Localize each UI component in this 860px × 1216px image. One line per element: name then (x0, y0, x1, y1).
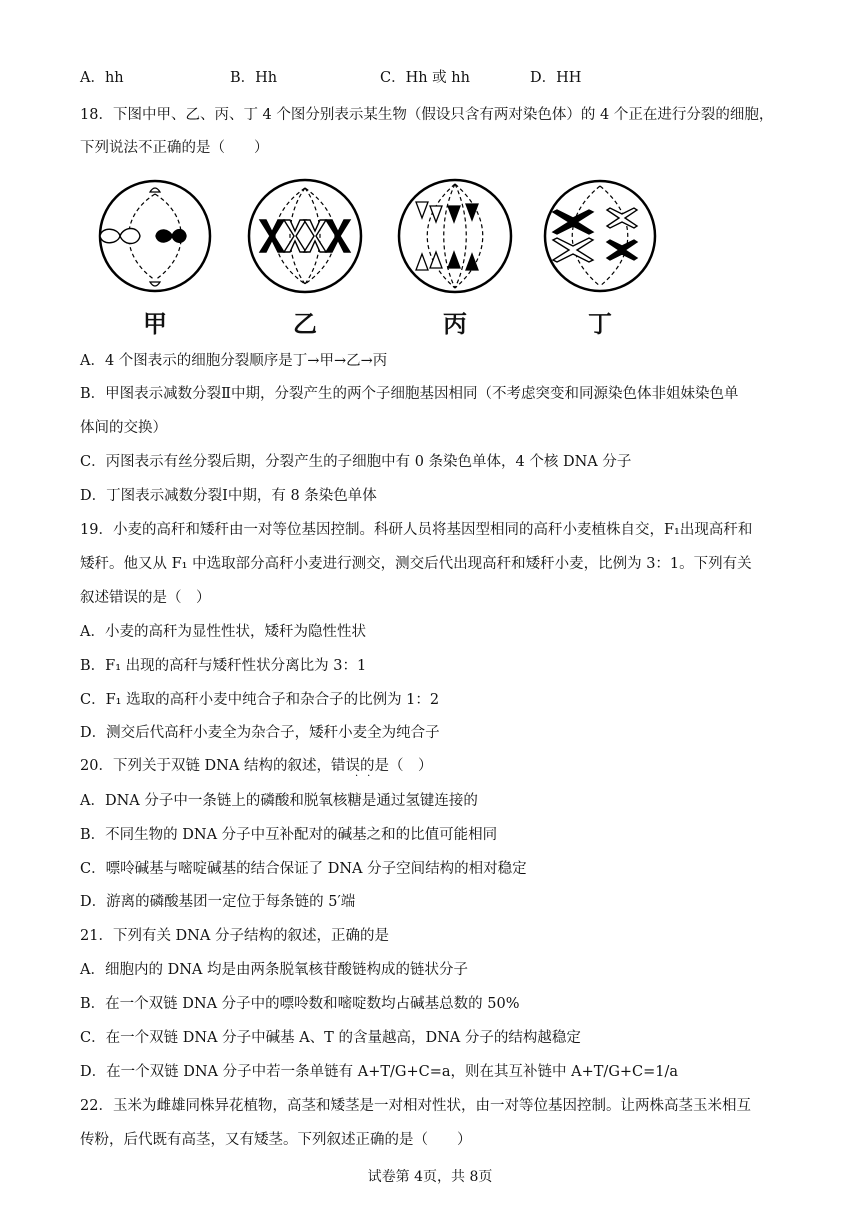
q20-stem: 20．下列关于双链 DNA 结构的叙述，错误的是（ ） (80, 758, 433, 774)
q21-option-b: B．在一个双链 DNA 分子中的嘌呤数和嘧啶数均占碱基总数的 50% (80, 996, 520, 1012)
q17-option-c: C．Hh 或 hh (380, 70, 470, 86)
q17-options (80, 66, 780, 88)
q19-option-d: D．测交后代高秆小麦全为杂合子，矮秆小麦全为纯合子 (80, 725, 440, 741)
q21-option-a: A．细胞内的 DNA 均是由两条脱氧核苷酸链构成的链状分子 (80, 962, 468, 978)
q21-option-c: C．在一个双链 DNA 分子中碱基 A、T 的含量越高，DNA 分子的结构越稳定 (80, 1030, 581, 1046)
q18-stem-line2: 下列说法不正确的是（ ） (80, 140, 269, 156)
figure-yi (240, 176, 370, 336)
q22-stem-line1: 22．玉米为雌雄同株异花植物，高茎和矮茎是一对相对性状，由一对等位基因控制。让两株高茎玉米相互 (80, 1098, 751, 1114)
q17-option-b: B．Hh (230, 70, 278, 86)
cell-ding-diagram (535, 176, 665, 301)
q18-option-a: A．4 个图表示的细胞分裂顺序是丁→甲→乙→丙 (80, 353, 388, 369)
q20-emphasis-dots: ·· (355, 771, 380, 782)
q18-option-b-line2: 体间的交换） (80, 420, 167, 436)
figure-label-ding: 丁 (588, 310, 612, 338)
q19-stem-line2: 矮秆。他又从 F₁ 中选取部分高秆小麦进行测交，测交后代出现高秆和矮秆小麦，比例为 3：1。下列有关 (80, 556, 752, 572)
q17-option-d: D．HH (530, 70, 582, 86)
q19-stem-line1: 19．小麦的高秆和矮秆由一对等位基因控制。科研人员将基因型相同的高秆小麦植株自交，F₁出现高秆和 (80, 522, 753, 538)
figure-ding (535, 176, 665, 336)
figure-bing (390, 176, 520, 336)
q18-option-d: D．丁图表示减数分裂Ⅰ中期，有 8 条染色单体 (80, 488, 377, 504)
q17-option-a: A．hh (80, 70, 124, 86)
cell-bing-diagram (390, 176, 520, 301)
figure-label-yi: 乙 (293, 310, 317, 338)
q21-option-d: D．在一个双链 DNA 分子中若一条单链有 A+T/G+C=a，则在其互补链中 A+T/G+C=1/a (80, 1064, 679, 1080)
q18-stem-line1: 18．下图中甲、乙、丙、丁 4 个图分别表示某生物（假设只含有两对染色体）的 4 个正在进行分裂的细胞， (80, 107, 774, 123)
figure-label-bing: 丙 (443, 310, 467, 338)
q21-stem: 21．下列有关 DNA 分子结构的叙述，正确的是 (80, 928, 389, 944)
figure-jia (90, 176, 220, 336)
q19-option-c: C．F₁ 选取的高秆小麦中纯合子和杂合子的比例为 1：2 (80, 692, 440, 708)
q20-option-b: B．不同生物的 DNA 分子中互补配对的碱基之和的比值可能相同 (80, 827, 498, 843)
q18-option-c: C．丙图表示有丝分裂后期，分裂产生的子细胞中有 0 条染色单体，4 个核 DNA 分子 (80, 454, 632, 470)
page-footer: 试卷第 4页，共 8页 (367, 1169, 493, 1185)
q19-option-a: A．小麦的高秆为显性性状，矮秆为隐性性状 (80, 624, 366, 640)
figure-label-jia: 甲 (143, 310, 167, 338)
q20-option-a: A．DNA 分子中一条链上的磷酸和脱氧核糖是通过氢键连接的 (80, 793, 478, 809)
q18-option-b-line1: B．甲图表示减数分裂Ⅱ中期，分裂产生的两个子细胞基因相同（不考虑突变和同源染色体非姐妹染色单 (80, 386, 739, 402)
cell-yi-diagram (240, 176, 370, 301)
cell-jia-diagram (90, 176, 220, 301)
q20-option-d: D．游离的磷酸基团一定位于每条链的 5′端 (80, 894, 356, 910)
q20-option-c: C．嘌呤碱基与嘧啶碱基的结合保证了 DNA 分子空间结构的相对稳定 (80, 861, 527, 877)
q19-option-b: B．F₁ 出现的高秆与矮秆性状分离比为 3：1 (80, 658, 367, 674)
cell-division-figures (80, 176, 680, 336)
q19-stem-line3: 叙述错误的是（ ） (80, 590, 211, 606)
q22-stem-line2: 传粉，后代既有高茎，又有矮茎。下列叙述正确的是（ ） (80, 1132, 472, 1148)
